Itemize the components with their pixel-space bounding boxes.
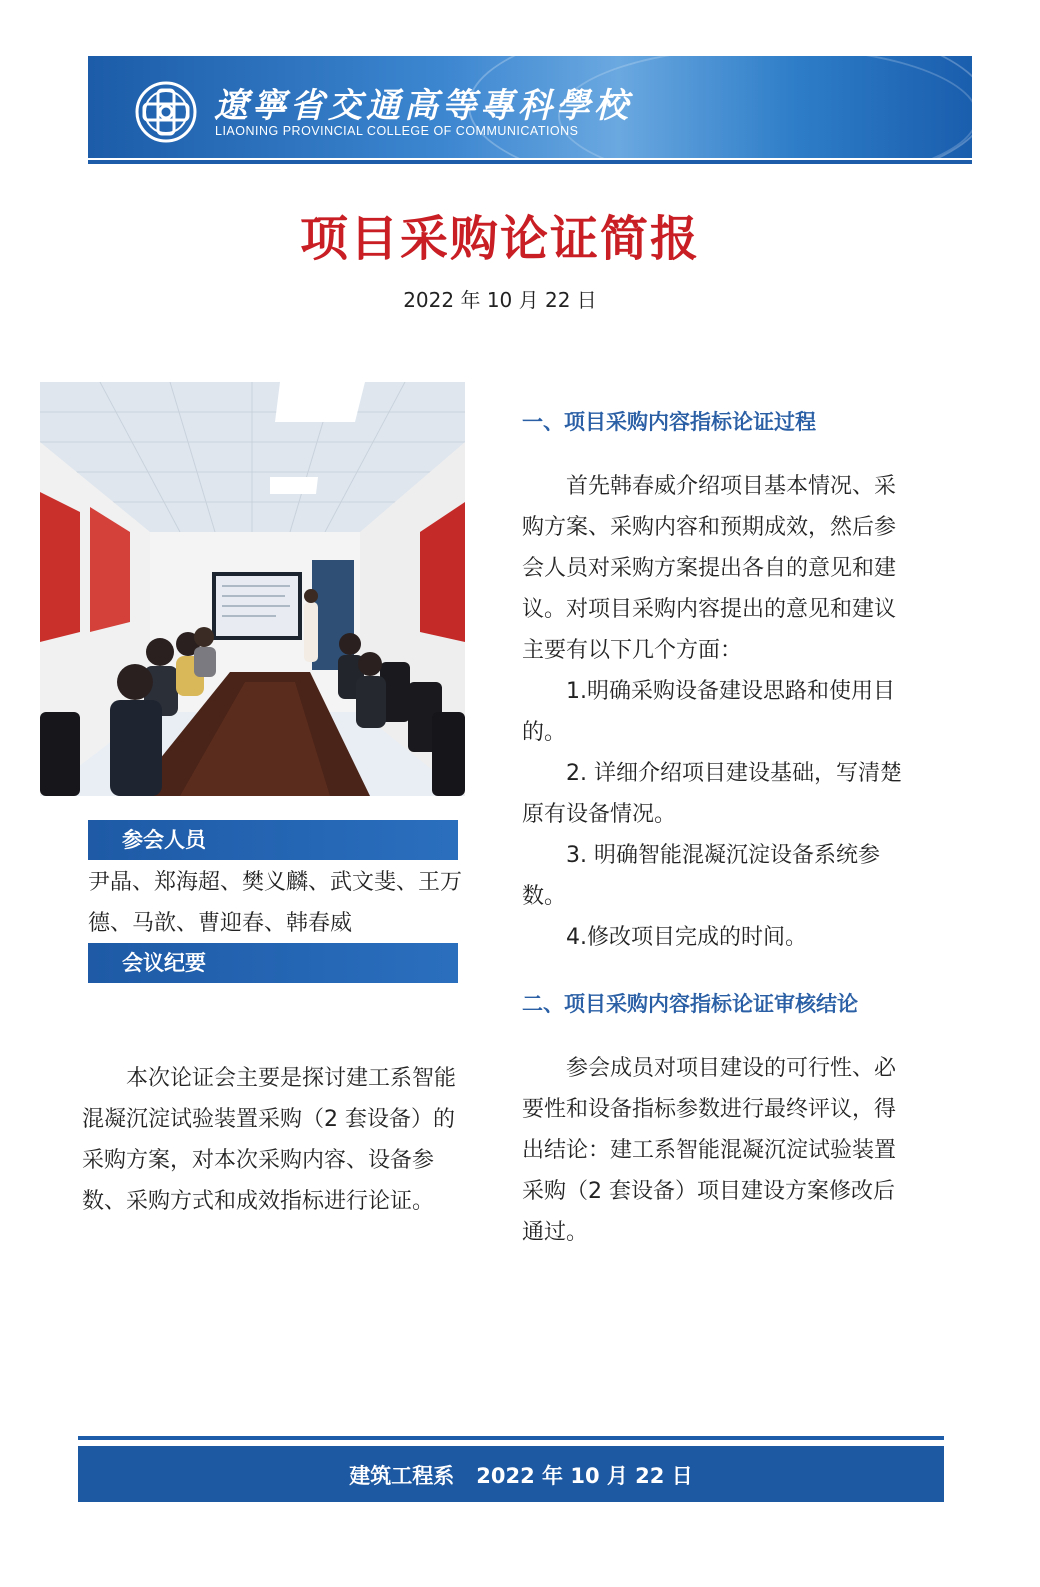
section1-heading: 一、项目采购内容指标论证过程	[522, 410, 816, 434]
footer-department: 建筑工程系	[349, 1464, 455, 1488]
section2-heading: 二、项目采购内容指标论证审核结论	[522, 992, 858, 1016]
section1-body	[522, 466, 912, 958]
section1-item: 2. 详细介绍项目建设基础，写清楚原有设备情况。	[522, 761, 902, 827]
header-banner	[88, 56, 972, 158]
attendees-list: 尹晶、郑海超、樊义麟、武文斐、王万德、马歆、曹迎春、韩春威	[88, 870, 463, 936]
school-name-cn: 遼寧省交通高等專科學校	[214, 86, 632, 126]
school-emblem-icon	[134, 80, 198, 144]
section1-item: 1.明确采购设备建设思路和使用目的。	[522, 679, 895, 745]
section1-item: 3. 明确智能混凝沉淀设备系统参数。	[522, 843, 880, 909]
section2-text: 参会成员对项目建设的可行性、必要性和设备指标参数进行最终评议，得出结论：建工系智能混凝沉淀试验装置采购（2 套设备）项目建设方案修改后通过。	[522, 1056, 897, 1245]
document-date: 2022 年 10 月 22 日	[403, 288, 597, 312]
footer-date: 2022 年 10 月 22 日	[476, 1464, 693, 1488]
footer-bar	[78, 1446, 944, 1502]
minutes-heading: 会议纪要	[88, 943, 458, 983]
section1-intro: 首先韩春威介绍项目基本情况、采购方案、采购内容和预期成效，然后参会人员对采购方案提出各自的意见和建议。对项目采购内容提出的意见和建议主要有以下几个方面：	[522, 474, 897, 663]
document-title: 项目采购论证简报	[299, 211, 700, 267]
meeting-photo	[40, 382, 465, 796]
minutes-summary: 本次论证会主要是探讨建工系智能混凝沉淀试验装置采购（2 套设备）的采购方案，对本次采购内容、设备参数、采购方式和成效指标进行论证。	[82, 1066, 457, 1214]
section1-item: 4.修改项目完成的时间。	[566, 925, 807, 950]
school-name-en: LIAONING PROVINCIAL COLLEGE OF COMMUNICATIONS	[215, 124, 579, 138]
section2-body	[522, 1048, 912, 1253]
footer-rule	[78, 1436, 944, 1440]
header-rule	[88, 160, 972, 164]
attendees-heading: 参会人员	[88, 820, 458, 860]
